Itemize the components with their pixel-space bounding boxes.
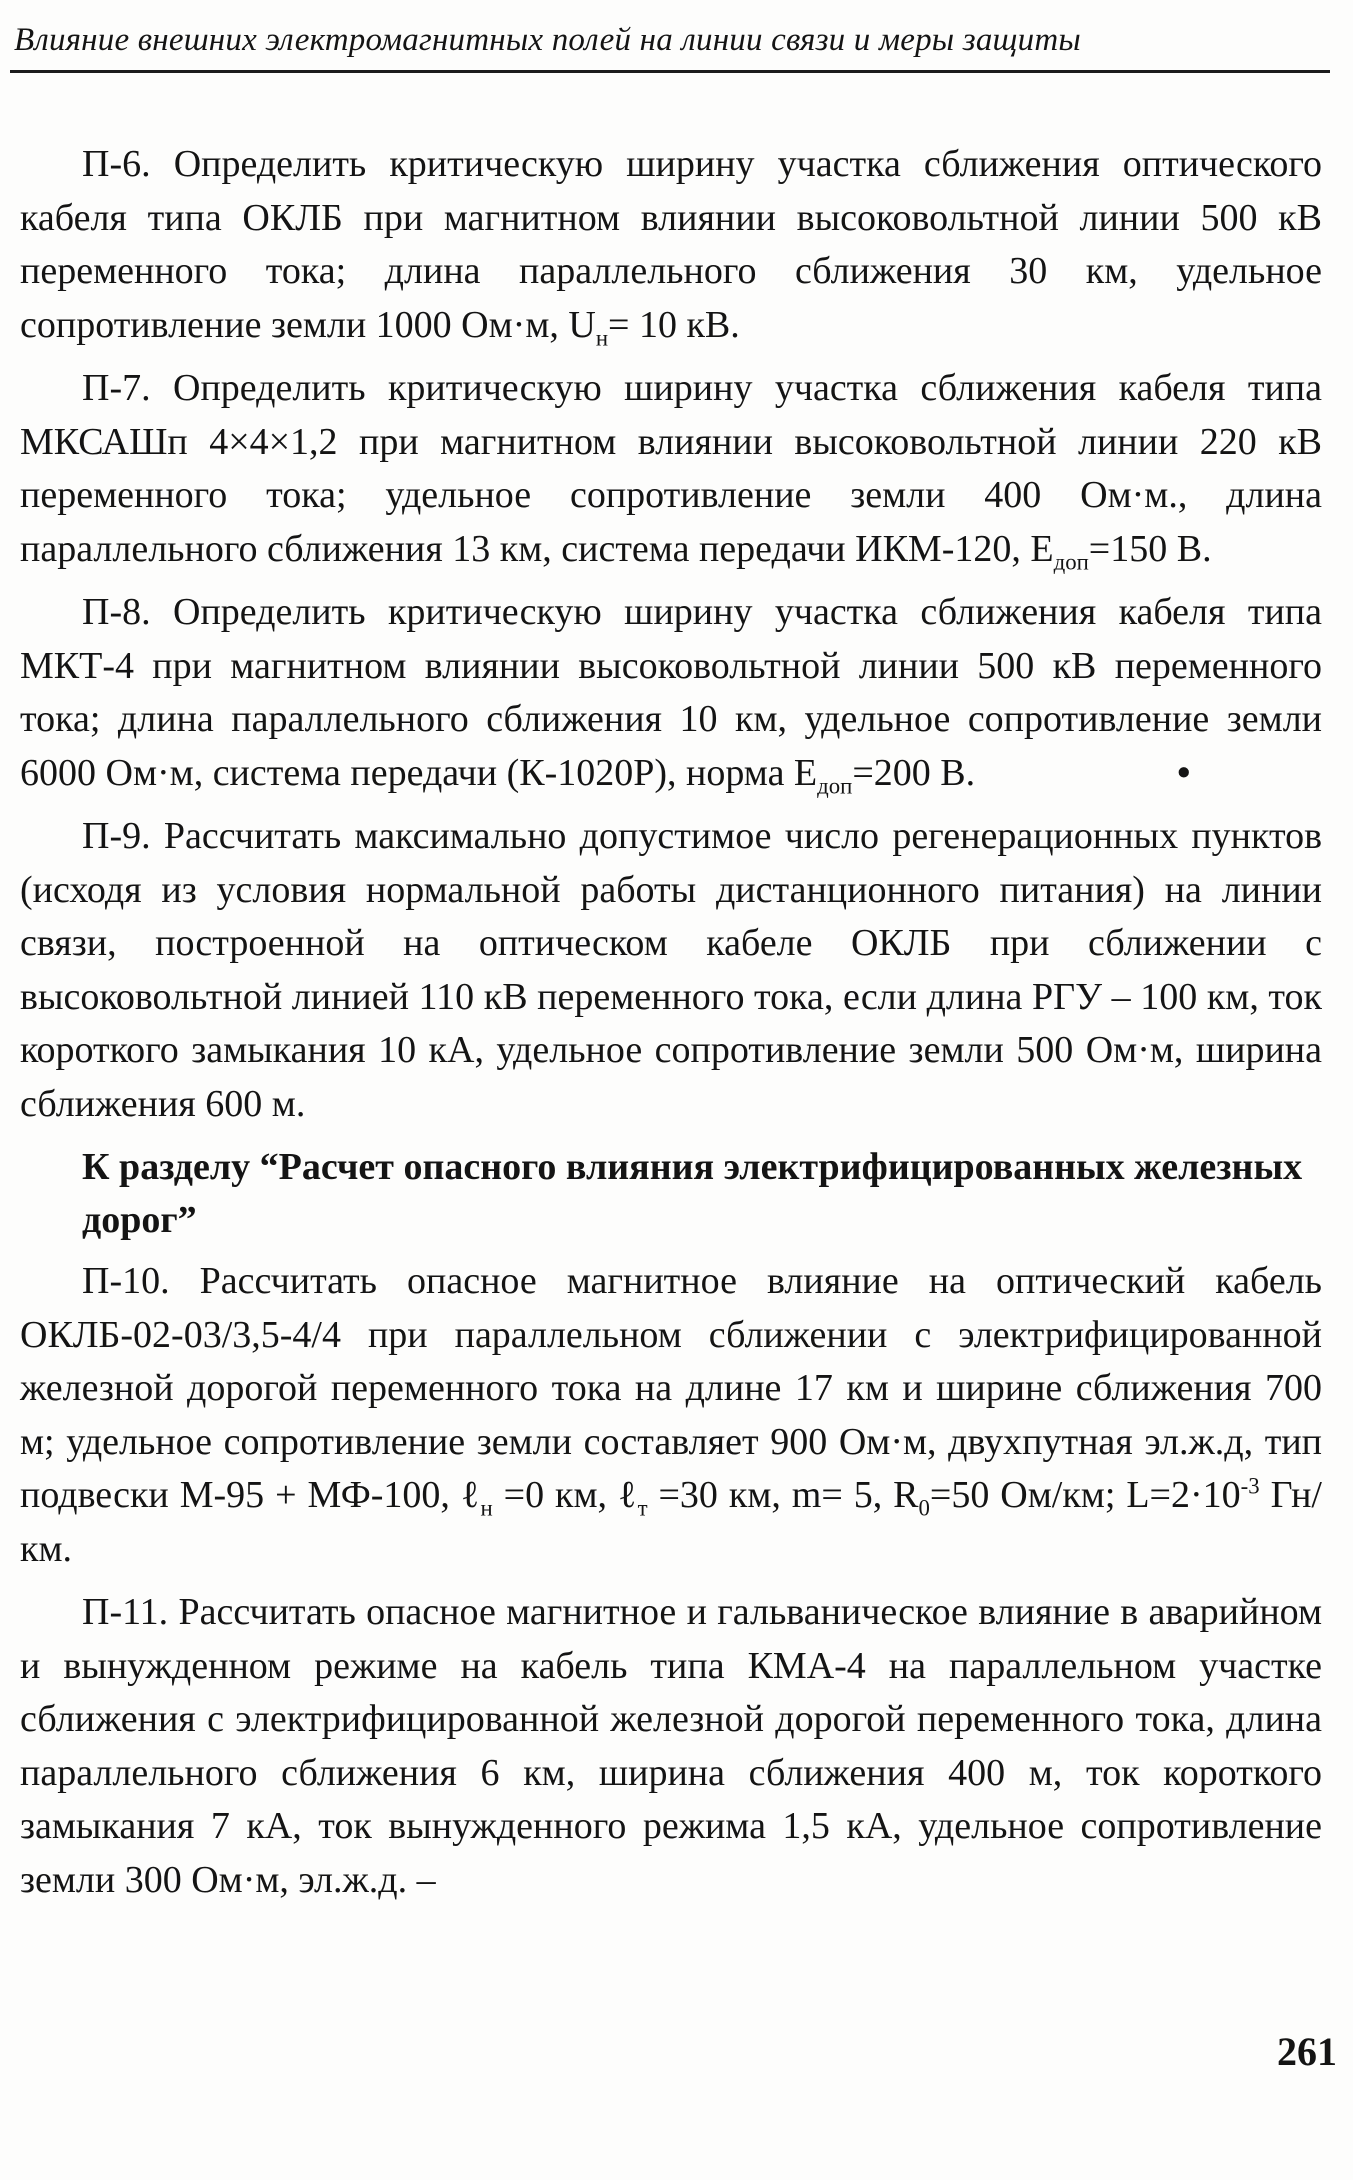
problem-label: П-7.	[82, 367, 151, 409]
problem-text: = 10 кВ.	[608, 303, 740, 346]
subscript: т	[637, 1495, 648, 1521]
header-rule	[10, 70, 1330, 73]
problem-label: П-9.	[82, 815, 151, 857]
problem-text: Определить критическую ширину участка сближения кабеля типа МКТ-4 при магнитном влиянии высоковольтной линии 500 кВ переменного тока; длина параллельного сближения 10 км, удельное сопротивление земли 6000 Ом·м, система передачи (К-1020Р), норма Е	[20, 591, 1323, 794]
problem-text: Определить критическую ширину участка сближения кабеля типа МКСАШп 4×4×1,2 при магнитном влиянии высоковольтной линии 220 кВ переменного тока; удельное сопротивление земли 400 Ом·м., длина параллельного сближения 13 км, система передачи ИКМ-120, Е	[20, 367, 1323, 570]
subscript: 0	[918, 1495, 930, 1521]
subscript: н	[595, 325, 609, 351]
problem-text: Определить критическую ширину участка сближения оптического кабеля типа ОКЛБ при магнитном влиянии высоковольтной линии 500 кВ переменного тока; длина параллельного сближения 30 км, удельное сопротивление земли 1000 Ом·м, U	[20, 143, 1322, 346]
stray-dot: •	[1177, 751, 1191, 794]
ell-symbol: ℓ	[460, 1474, 481, 1516]
subscript: н	[480, 1495, 493, 1521]
superscript: -3	[1240, 1473, 1260, 1499]
problem-text: Рассчитать опасное магнитное и гальваническое влияние в аварийном и вынужденном режиме на кабель типа КМА-4 на параллельном участке сближения с электрифицированной железной дорогой переменного тока, длина параллельного сближения 6 км, ширина сближения 400 м, ток короткого замыкания 7 кА, ток вынужденного режима 1,5 кА, удельное сопротивление земли 300 Ом·м, эл.ж.д. –	[20, 1591, 1322, 1901]
problem-label: П-10.	[82, 1260, 170, 1302]
problem-label: П-6.	[82, 143, 151, 185]
problem-p9	[20, 810, 1322, 1131]
problem-label: П-11.	[82, 1591, 169, 1633]
problem-text: =30 км, m= 5, R	[647, 1474, 919, 1516]
problem-p7	[20, 362, 1322, 576]
problem-text: =50 Ом/км; L=2·10	[929, 1474, 1241, 1516]
problem-text: =200 В.	[852, 751, 976, 794]
problem-text: Рассчитать опасное магнитное влияние на оптический кабель ОКЛБ-02-03/3,5-4/4 при параллельном сближении с электрифицированной железной дорогой переменного тока на длине 17 км и ширине сближения 700 м; удельное сопротивление земли составляет 900 Ом·м, двухпутная эл.ж.д, тип подвески М-95 + МФ-100,	[20, 1260, 1323, 1516]
problem-p8	[20, 586, 1322, 800]
page-body	[20, 138, 1322, 1917]
page-number: 261	[1277, 2029, 1337, 2074]
problem-p11	[20, 1586, 1322, 1907]
running-header: Влияние внешних электромагнитных полей на линии связи и меры защиты	[14, 22, 1081, 58]
problem-text: Гн/км.	[20, 1474, 1322, 1570]
ell-symbol: ℓ	[617, 1474, 638, 1516]
section-heading: К разделу “Расчет опасного влияния электрифицированных железных дорог”	[82, 1146, 1303, 1241]
problem-text: =0 км,	[492, 1474, 618, 1516]
subscript: доп	[1053, 549, 1089, 575]
problem-p10	[20, 1255, 1322, 1576]
problem-text: =150 В.	[1088, 527, 1212, 570]
problem-label: П-8.	[82, 591, 151, 633]
problem-text: Рассчитать максимально допустимое число регенерационных пунктов (исходя из условия нормальной работы дистанционного питания) на линии связи, построенной на оптическом кабеле ОКЛБ при сближении с высоковольтной линией 110 кВ переменного тока, если длина РГУ – 100 км, ток короткого замыкания 10 кА, удельное сопротивление земли 500 Ом·м, ширина сближения 600 м.	[20, 815, 1323, 1125]
subscript: доп	[817, 773, 853, 799]
problem-p6	[20, 138, 1322, 352]
